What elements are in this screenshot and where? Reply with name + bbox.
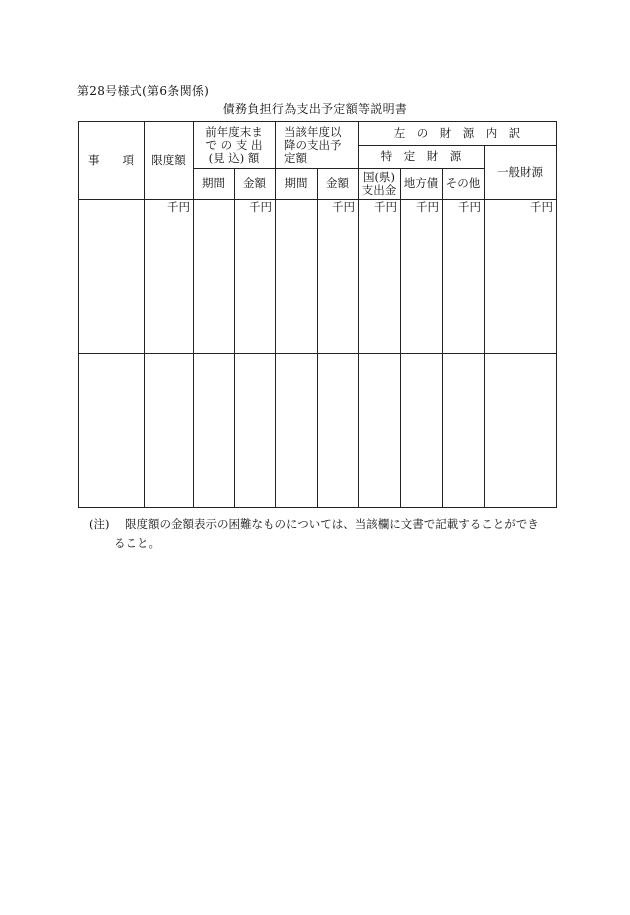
header-prior-line1: 前年度末ま bbox=[205, 124, 263, 139]
header-prior-line2: で の 支 出 bbox=[205, 137, 263, 152]
header-amount-2: 金額 bbox=[326, 176, 349, 190]
header-national-line2: 支出金 bbox=[361, 182, 397, 197]
header-prior bbox=[193, 122, 275, 168]
header-current bbox=[275, 122, 358, 168]
header-current-line2: 降の支出予 bbox=[284, 137, 342, 152]
unit-amount-2: 千円 bbox=[332, 200, 355, 214]
header-limit: 限度額 bbox=[151, 152, 186, 167]
footnote-line2: ること。 bbox=[114, 536, 160, 550]
header-general: 一般財源 bbox=[497, 164, 543, 179]
header-other: その他 bbox=[445, 176, 481, 190]
header-local-bond: 地方債 bbox=[403, 176, 439, 190]
header-period-1: 期間 bbox=[202, 176, 225, 190]
form-number: 第28号様式(第6条関係) bbox=[77, 84, 210, 98]
unit-other: 千円 bbox=[458, 200, 481, 214]
unit-limit: 千円 bbox=[167, 200, 190, 214]
header-national-line1: 国(県) bbox=[363, 169, 395, 184]
header-current-line3: 定額 bbox=[284, 150, 307, 165]
footnote-line1: 限度額の金額表示の困難なものについては、当該欄に文書で記載することができ bbox=[125, 517, 539, 531]
header-period-2: 期間 bbox=[284, 176, 308, 190]
header-current-line1: 当該年度以 bbox=[284, 124, 342, 139]
document-title: 債務負担行為支出予定額等説明書 bbox=[222, 102, 408, 116]
header-national bbox=[358, 168, 400, 199]
header-specific: 特 定 財 源 bbox=[380, 149, 462, 163]
header-breakdown: 左 の 財 源 内 訳 bbox=[393, 125, 521, 140]
unit-local-bond: 千円 bbox=[416, 200, 439, 214]
header-amount-1: 金額 bbox=[243, 176, 266, 190]
footnote-mark: (注) bbox=[89, 517, 110, 531]
unit-amount-1: 千円 bbox=[249, 200, 272, 214]
header-item: 事 項 bbox=[88, 152, 134, 167]
unit-national: 千円 bbox=[374, 200, 397, 214]
unit-general: 千円 bbox=[530, 200, 553, 214]
header-prior-line3: (見 込) 額 bbox=[208, 150, 260, 165]
